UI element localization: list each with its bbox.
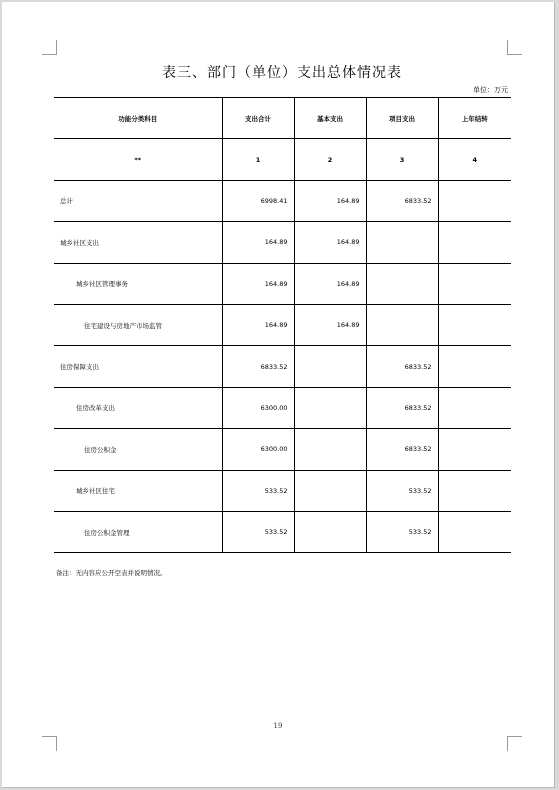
cell-carryover [438, 346, 511, 387]
table-row [54, 470, 511, 511]
page-title: 表三、部门（单位）支出总体情况表 [162, 65, 402, 81]
row-name: 总计 [54, 180, 222, 221]
cell-project: 533.52 [366, 511, 438, 552]
cell-total: 164.89 [222, 222, 294, 263]
cell-basic [294, 346, 366, 387]
header-cell: 功能分类科目 [54, 98, 222, 139]
cell-project: 6833.52 [366, 387, 438, 428]
index-cell: ** [54, 139, 222, 180]
document-page [2, 2, 555, 788]
cell-project: 6833.52 [366, 346, 438, 387]
table-header-row [54, 98, 511, 139]
header-cell: 基本支出 [294, 98, 366, 139]
cell-basic [294, 387, 366, 428]
index-cell: 2 [294, 139, 366, 180]
unit-label: 单位：万元 [473, 86, 508, 94]
table-row [54, 222, 511, 263]
crop-mark-bottom-left [42, 736, 57, 751]
cell-total: 6998.41 [222, 180, 294, 221]
expenditure-table [54, 97, 511, 553]
index-cell: 1 [222, 139, 294, 180]
row-name: 城乡社区管理事务 [54, 263, 222, 304]
cell-carryover [438, 263, 511, 304]
row-name: 住房公积金 [54, 429, 222, 470]
cell-carryover [438, 304, 511, 345]
cell-project [366, 304, 438, 345]
crop-mark-top-right [507, 40, 522, 55]
cell-total: 533.52 [222, 470, 294, 511]
row-name: 住房改革支出 [54, 387, 222, 428]
cell-basic: 164.89 [294, 304, 366, 345]
row-name: 住宅建设与房地产市场监管 [54, 304, 222, 345]
cell-total: 6833.52 [222, 346, 294, 387]
cell-carryover [438, 511, 511, 552]
row-name: 城乡社区支出 [54, 222, 222, 263]
index-cell: 4 [438, 139, 511, 180]
table-row [54, 346, 511, 387]
cell-carryover [438, 387, 511, 428]
table-row [54, 263, 511, 304]
cell-project: 6833.52 [366, 429, 438, 470]
header-cell: 支出合计 [222, 98, 294, 139]
cell-project: 6833.52 [366, 180, 438, 221]
cell-carryover [438, 180, 511, 221]
table-row [54, 511, 511, 552]
table-row [54, 387, 511, 428]
row-name: 城乡社区住宅 [54, 470, 222, 511]
cell-basic [294, 429, 366, 470]
cell-total: 6300.00 [222, 387, 294, 428]
cell-total: 164.89 [222, 263, 294, 304]
cell-basic [294, 511, 366, 552]
cell-basic [294, 470, 366, 511]
cell-basic: 164.89 [294, 263, 366, 304]
row-name: 住房保障支出 [54, 346, 222, 387]
row-name: 住房公积金管理 [54, 511, 222, 552]
cell-project [366, 263, 438, 304]
cell-basic: 164.89 [294, 222, 366, 263]
cell-total: 164.89 [222, 304, 294, 345]
cell-total: 533.52 [222, 511, 294, 552]
table-note: 备注：无内容应公开空表并说明情况。 [56, 569, 167, 577]
table-row [54, 429, 511, 470]
table-row [54, 304, 511, 345]
header-cell: 项目支出 [366, 98, 438, 139]
header-cell: 上年结转 [438, 98, 511, 139]
table-row [54, 180, 511, 221]
page-number: 19 [273, 722, 283, 730]
cell-basic: 164.89 [294, 180, 366, 221]
cell-project: 533.52 [366, 470, 438, 511]
cell-carryover [438, 470, 511, 511]
table-index-row [54, 139, 511, 180]
crop-mark-top-left [42, 40, 57, 55]
cell-total: 6300.00 [222, 429, 294, 470]
cell-carryover [438, 222, 511, 263]
cell-carryover [438, 429, 511, 470]
index-cell: 3 [366, 139, 438, 180]
cell-project [366, 222, 438, 263]
crop-mark-bottom-right [507, 736, 522, 751]
